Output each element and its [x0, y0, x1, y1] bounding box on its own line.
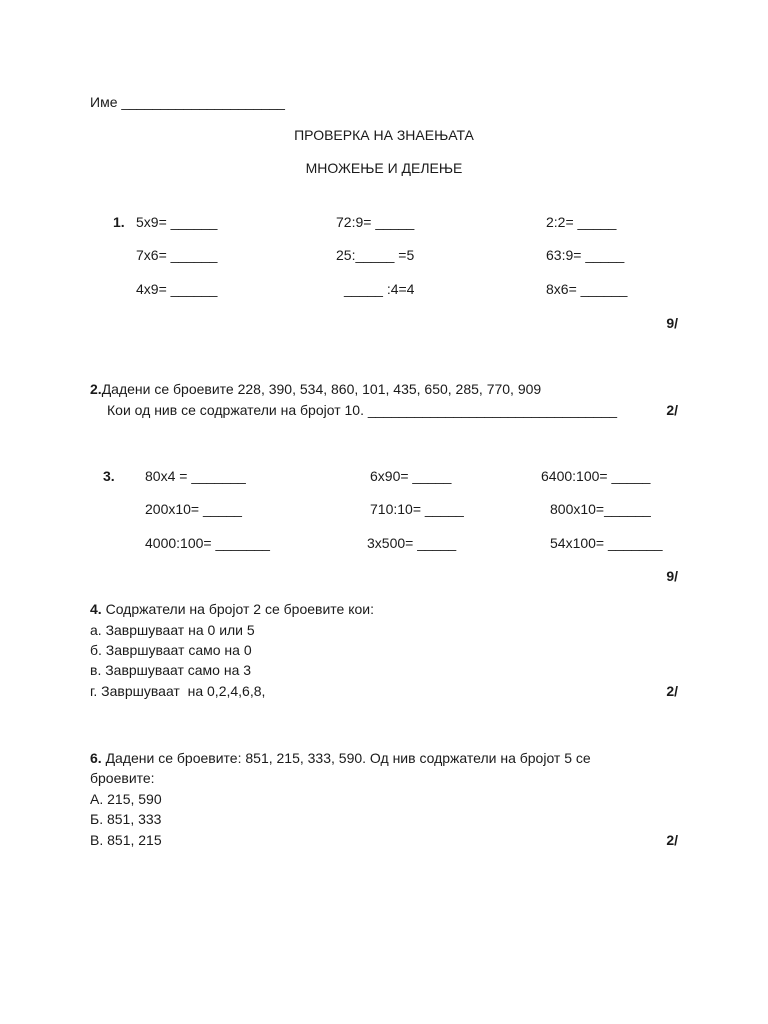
question-number: 1. — [113, 214, 125, 230]
exercise: 8x6= ______ — [546, 281, 628, 297]
exercise: 200x10= _____ — [145, 501, 242, 517]
exercise: 72:9= _____ — [336, 214, 415, 230]
question-line: Дадени се броевите: 851, 215, 333, 590. Од нив содржатели на бројот 5 се — [101, 750, 591, 766]
points-label: 9/ — [666, 568, 678, 584]
points-label: 9/ — [666, 315, 678, 331]
question-number: 2. — [90, 381, 102, 397]
answer-option: а. Завршуваат на 0 или 5 — [90, 622, 255, 638]
answer-option: В. 851, 215 — [90, 832, 162, 848]
question-line: Кои од нив се содржатели на бројот 10. ________________________________ — [107, 402, 618, 418]
answer-option: А. 215, 590 — [90, 791, 162, 807]
answer-option: б. Завршуваат само на 0 — [90, 642, 252, 658]
exercise: 5x9= ______ — [136, 214, 218, 230]
exercise: 800x10=______ — [550, 501, 651, 517]
points-label: 2/ — [666, 402, 678, 418]
points-label: 2/ — [666, 683, 678, 699]
question-text — [90, 600, 374, 618]
exercise: 2:2= _____ — [546, 214, 617, 230]
question-number: 4. — [90, 601, 102, 617]
exercise: 4x9= ______ — [136, 281, 218, 297]
question-text — [90, 749, 591, 767]
exercise: 3x500= _____ — [367, 535, 457, 551]
question-text — [90, 380, 541, 398]
question-line: Содржатели на бројот 2 се броевите кои: — [101, 601, 375, 617]
points-label: 2/ — [666, 832, 678, 848]
question-number: 3. — [103, 468, 115, 484]
exercise: 80x4 = _______ — [145, 468, 246, 484]
exercise: 4000:100= _______ — [145, 535, 270, 551]
exercise: 7x6= ______ — [136, 247, 218, 263]
question-line: Дадени се броевите 228, 390, 534, 860, 101, 435, 650, 285, 770, 909 — [101, 381, 542, 397]
page-subtitle: МНОЖЕЊЕ И ДЕЛЕЊЕ — [305, 160, 463, 176]
name-field-line: Име _____________________ — [90, 94, 285, 110]
exercise: _____ :4=4 — [344, 281, 415, 297]
exercise: 6x90= _____ — [370, 468, 452, 484]
answer-option: в. Завршуваат само на 3 — [90, 662, 252, 678]
question-line: броевите: — [90, 770, 155, 786]
exercise: 6400:100= _____ — [541, 468, 651, 484]
question-number: 6. — [90, 750, 102, 766]
exercise: 63:9= _____ — [546, 247, 625, 263]
exercise: 710:10= _____ — [370, 501, 464, 517]
page-title: ПРОВЕРКА НА ЗНАЕЊАТА — [294, 127, 474, 143]
exercise: 25:_____ =5 — [336, 247, 415, 263]
answer-option: Б. 851, 333 — [90, 811, 162, 827]
answer-option: г. Завршуваат на 0,2,4,6,8, — [90, 683, 266, 699]
exercise: 54x100= _______ — [550, 535, 663, 551]
